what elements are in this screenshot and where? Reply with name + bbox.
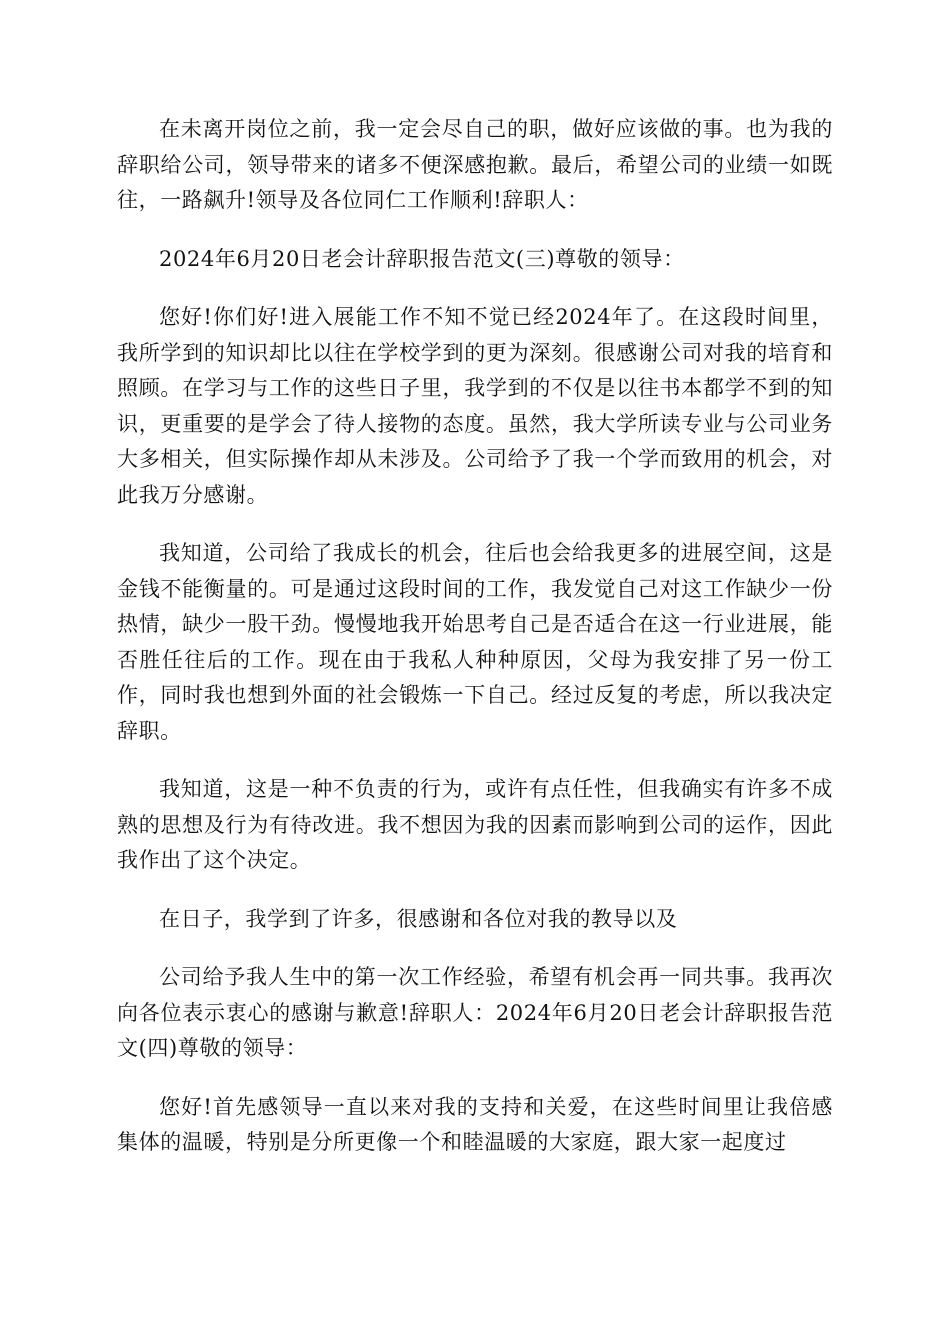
paragraph-thanks-signature: 公司给予我人生中的第一次工作经验，希望有机会再一同共事。我再次向各位表示衷心的感谢与歉意!辞职人：2024年6月20日老会计辞职报告范文(四)尊敬的领导： [117, 965, 833, 1060]
paragraph-date-title-3: 2024年6月20日老会计辞职报告范文(三)尊敬的领导： [159, 246, 685, 271]
paragraph-apology: 我知道，这是一种不负责的行为，或许有点任性，但我确实有许多不成熟的思想及行为有待改进。我不想因为我的因素而影响到公司的运作，因此我作出了这个决定。 [117, 777, 833, 872]
paragraph-closing-remarks: 在未离开岗位之前，我一定会尽自己的职，做好应该做的事。也为我的辞职给公司，领导带来的诸多不便深感抱歉。最后，希望公司的业绩一如既往，一路飙升!领导及各位同仁工作顺利!辞职人： [117, 117, 833, 212]
paragraph-greeting-gratitude: 您好!你们好!进入展能工作不知不觉已经2024年了。在这段时间里，我所学到的知识却比以往在学校学到的更为深刻。很感谢公司对我的培育和照顾。在学习与工作的这些日子里，我学到的不仅是以往书本都学不到的知识，更重要的是学会了待人接物的态度。虽然，我大学所读专业与公司业务大多相关，但实际操作却从未涉及。公司给予了我一个学而致用的机会，对此我万分感谢。 [117, 305, 833, 507]
paragraph-thanks-partial: 在日子，我学到了许多，很感谢和各位对我的教导以及 [159, 906, 678, 931]
paragraph-reason: 我知道，公司给了我成长的机会，往后也会给我更多的进展空间，这是金钱不能衡量的。可是通过这段时间的工作，我发觉自己对这工作缺少一份热情，缺少一股干劲。慢慢地我开始思考自己是否适合在这一行业进展，能否胜任往后的工作。现在由于我私人种种原因，父母为我安排了另一份工作，同时我也想到外面的社会锻炼一下自己。经过反复的考虑，所以我决定辞职。 [117, 541, 833, 743]
document-body [117, 112, 833, 1184]
paragraph-greeting-4: 您好!首先感领导一直以来对我的支持和关爱，在这些时间里让我倍感集体的温暖，特别是分所更像一个和睦温暖的大家庭，跟大家一起度过 [117, 1094, 833, 1154]
